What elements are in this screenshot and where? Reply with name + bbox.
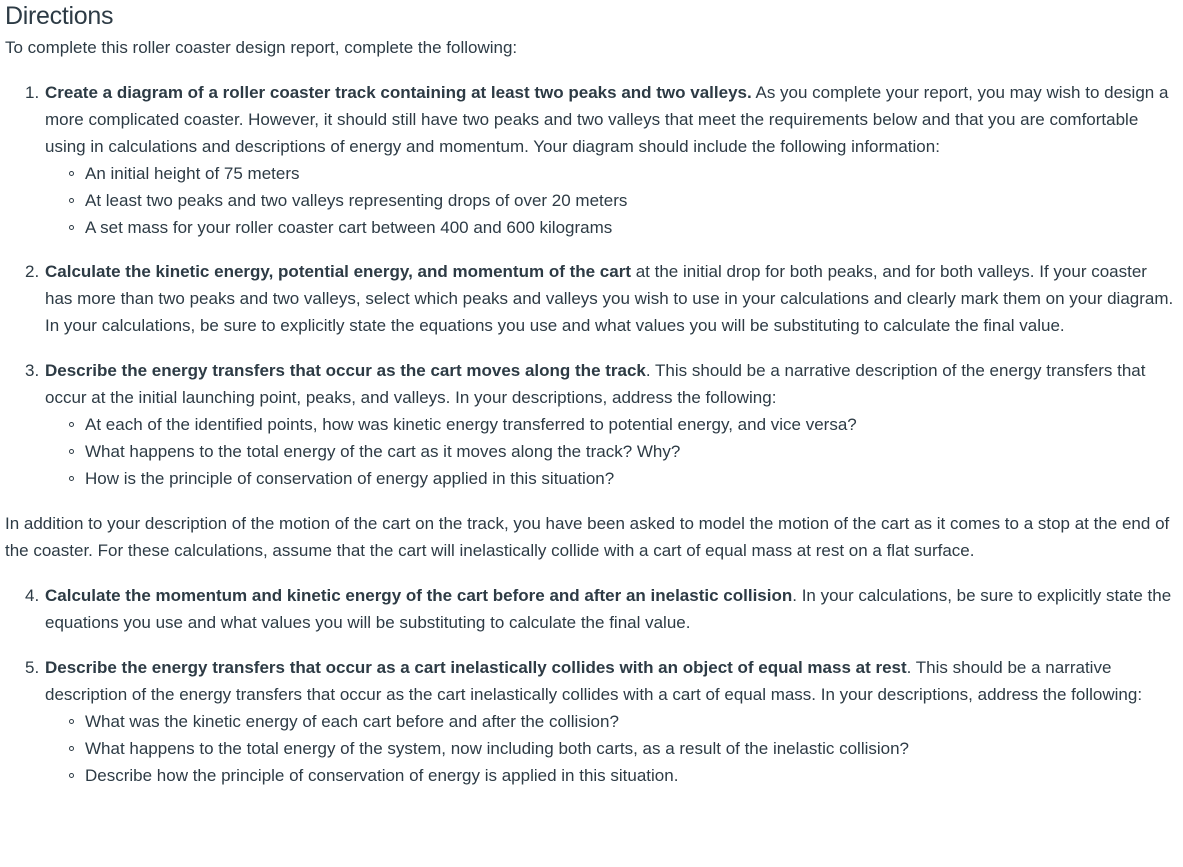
step-2 bbox=[25, 258, 1177, 339]
step-1 bbox=[25, 79, 1177, 241]
step-text: . This should be a narrative description of the energy transfers that occur as the cart inelastically collides with a cart of equal mass. In your descriptions, address the following: bbox=[45, 658, 1143, 704]
list-item: An initial height of 75 meters bbox=[85, 160, 1177, 187]
list-item: How is the principle of conservation of energy applied in this situation? bbox=[85, 465, 1177, 492]
step-3-bullets bbox=[45, 411, 1177, 492]
step-heading: Create a diagram of a roller coaster track containing at least two peaks and two valleys. bbox=[45, 83, 752, 102]
step-5 bbox=[25, 654, 1177, 789]
steps-list-a bbox=[5, 79, 1177, 492]
step-text: As you complete your report, you may wish to design a more complicated coaster. However, it should still have two peaks and two valleys that meet the requirements below and that you are comfortable using in calculations and descriptions of energy and momentum. Your diagram should include the following information: bbox=[45, 83, 1169, 156]
step-number: 3. bbox=[25, 361, 40, 380]
step-number: 2. bbox=[25, 262, 40, 281]
step-4 bbox=[25, 582, 1177, 636]
step-heading: Calculate the kinetic energy, potential energy, and momentum of the cart bbox=[45, 262, 631, 281]
step-number: 5. bbox=[25, 658, 40, 677]
list-item: At each of the identified points, how was kinetic energy transferred to potential energy, and vice versa? bbox=[85, 411, 1177, 438]
step-1-bullets bbox=[45, 160, 1177, 241]
list-item: A set mass for your roller coaster cart between 400 and 600 kilograms bbox=[85, 214, 1177, 241]
list-item: Describe how the principle of conservation of energy is applied in this situation. bbox=[85, 762, 1177, 789]
step-heading: Calculate the momentum and kinetic energy of the cart before and after an inelastic collision bbox=[45, 586, 793, 605]
list-item: What happens to the total energy of the cart as it moves along the track? Why? bbox=[85, 438, 1177, 465]
step-3 bbox=[25, 357, 1177, 492]
step-number: 4. bbox=[25, 586, 40, 605]
step-heading: Describe the energy transfers that occur as the cart moves along the track bbox=[45, 361, 646, 380]
step-heading: Describe the energy transfers that occur as a cart inelastically collides with an object of equal mass at rest bbox=[45, 658, 907, 677]
step-5-bullets bbox=[45, 708, 1177, 789]
list-item: What happens to the total energy of the system, now including both carts, as a result of the inelastic collision? bbox=[85, 735, 1177, 762]
step-text: at the initial drop for both peaks, and for both valleys. If your coaster has more than two peaks and two valleys, select which peaks and valleys you wish to use in your calculations and clearly mark them on your diagram. In your calculations, be sure to explicitly state the equations you use and what values you will be substituting to calculate the final value. bbox=[45, 262, 1174, 335]
middle-paragraph: In addition to your description of the motion of the cart on the track, you have been asked to model the motion of the cart as it comes to a stop at the end of the coaster. For these calculations, assume that the cart will inelastically collide with a cart of equal mass at rest on a flat surface. bbox=[5, 514, 1170, 560]
page-title: Directions bbox=[5, 2, 114, 30]
list-item: At least two peaks and two valleys representing drops of over 20 meters bbox=[85, 187, 1177, 214]
step-text: . This should be a narrative description of the energy transfers that occur at the initial launching point, peaks, and valleys. In your descriptions, address the following: bbox=[45, 361, 1146, 407]
steps-list-b bbox=[5, 582, 1177, 789]
intro-text: To complete this roller coaster design report, complete the following: bbox=[5, 38, 518, 57]
list-item: What was the kinetic energy of each cart before and after the collision? bbox=[85, 708, 1177, 735]
step-text: . In your calculations, be sure to explicitly state the equations you use and what values you will be substituting to calculate the final value. bbox=[45, 586, 1172, 632]
step-number: 1. bbox=[25, 83, 40, 102]
